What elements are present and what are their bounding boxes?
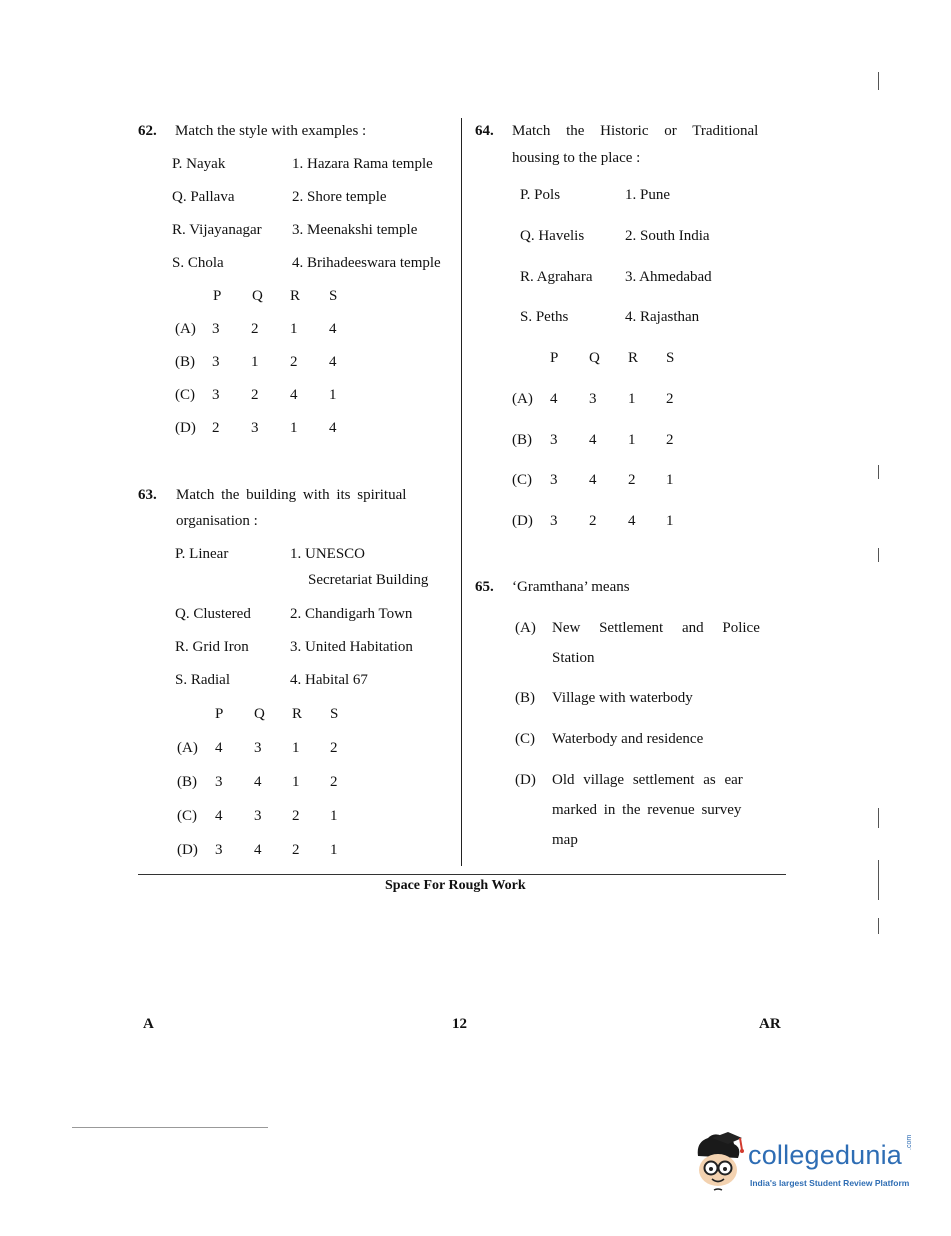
match-header: Q [252,288,263,304]
rough-work-label: Space For Rough Work [385,878,526,893]
list-item-right: 2. Shore temple [292,189,387,205]
option-value: 3 [251,420,259,436]
option-label: (B) [175,354,195,370]
list-item-right: 1. Pune [625,187,670,203]
option-text: Old village settlement as ear [552,772,743,788]
scan-edge-mark [878,808,879,828]
question-stem: organisation : [176,513,258,529]
scan-edge-mark [878,72,879,90]
option-value: 3 [254,808,262,824]
option-text: Station [552,650,595,666]
match-header: R [290,288,301,304]
match-header: R [292,706,303,722]
question-number: 63. [138,487,157,503]
list-item-left: S. Peths [520,309,569,325]
option-value: 2 [290,354,298,370]
option-text: Waterbody and residence [552,731,704,747]
option-text: Village with waterbody [552,690,693,706]
list-item-left: Q. Clustered [175,606,251,622]
scan-edge-mark [878,860,879,900]
option-value: 2 [589,513,597,529]
option-value: 3 [550,472,558,488]
question-number: 64. [475,123,494,139]
match-header: S [666,350,675,366]
rough-work-rule [138,874,786,875]
option-value: 4 [329,321,337,337]
logo-tagline: India's largest Student Review Platform [750,1178,910,1188]
option-value: 4 [628,513,636,529]
match-header: R [628,350,639,366]
question-number: 62. [138,123,157,139]
option-value: 4 [550,391,558,407]
collegedunia-logo[interactable] [692,1130,922,1200]
option-value: 1 [251,354,259,370]
scan-edge-mark [878,465,879,479]
list-item-left: R. Agrahara [520,269,593,285]
option-value: 1 [628,432,636,448]
list-item-left: P. Nayak [172,156,226,172]
paper-code-left: A [143,1016,154,1032]
option-value: 1 [292,774,300,790]
option-value: 2 [292,808,300,824]
option-value: 1 [292,740,300,756]
option-value: 4 [589,472,597,488]
question-stem: Match the Historic or Traditional [512,123,759,139]
paper-code-right: AR [759,1016,781,1032]
option-value: 3 [212,354,220,370]
list-item-left: R. Vijayanagar [172,222,262,238]
option-value: 4 [254,774,262,790]
option-value: 2 [330,774,338,790]
option-label: (A) [515,620,536,636]
question-stem: Match the style with examples : [175,123,367,139]
option-label: (B) [177,774,197,790]
option-value: 1 [628,391,636,407]
option-text: map [552,832,578,848]
list-item-right: 4. Habital 67 [290,672,368,688]
option-label: (A) [512,391,533,407]
option-label: (D) [177,842,198,858]
list-item-left: Q. Pallava [172,189,235,205]
option-value: 2 [330,740,338,756]
list-item-left: P. Pols [520,187,561,203]
question-stem: housing to the place : [512,150,641,166]
column-divider [461,118,462,866]
list-item-right: 2. South India [625,228,710,244]
list-item-right: Secretariat Building [308,572,429,588]
option-value: 2 [628,472,636,488]
list-item-right: 3. United Habitation [290,639,413,655]
option-value: 2 [212,420,220,436]
option-value: 4 [254,842,262,858]
option-label: (D) [515,772,536,788]
match-header: P [213,288,222,304]
option-value: 3 [550,432,558,448]
match-header: P [215,706,224,722]
option-value: 1 [290,321,298,337]
option-value: 2 [292,842,300,858]
match-header: S [330,706,339,722]
option-value: 1 [666,513,674,529]
option-value: 2 [251,387,259,403]
option-value: 1 [666,472,674,488]
option-value: 4 [329,420,337,436]
option-text: New Settlement and Police [552,620,760,636]
page-number: 12 [452,1016,467,1032]
option-value: 4 [589,432,597,448]
option-label: (B) [515,690,535,706]
list-item-right: 3. Ahmedabad [625,269,712,285]
scan-edge-mark [878,918,879,934]
option-value: 1 [330,808,338,824]
option-value: 3 [589,391,597,407]
option-label: (C) [515,731,535,747]
match-header: Q [589,350,600,366]
match-header: S [329,288,338,304]
option-label: (C) [175,387,195,403]
list-item-right: 4. Rajasthan [625,309,700,325]
option-value: 1 [329,387,337,403]
option-value: 3 [212,321,220,337]
mascot-icon [692,1130,748,1200]
option-value: 4 [290,387,298,403]
question-stem: Match the building with its spiritual [176,487,407,503]
match-header: Q [254,706,265,722]
logo-wordmark: collegedunia [748,1140,903,1170]
option-label: (C) [512,472,532,488]
option-text: marked in the revenue survey [552,802,742,818]
list-item-left: R. Grid Iron [175,639,249,655]
option-value: 4 [215,740,223,756]
option-value: 3 [550,513,558,529]
list-item-right: 2. Chandigarh Town [290,606,413,622]
list-item-right: 3. Meenakshi temple [292,222,418,238]
question-number: 65. [475,579,494,595]
option-value: 3 [254,740,262,756]
option-label: (A) [175,321,196,337]
option-value: 3 [215,842,223,858]
list-item-right: 4. Brihadeeswara temple [292,255,441,271]
list-item-left: S. Chola [172,255,224,271]
option-label: (C) [177,808,197,824]
list-item-right: 1. UNESCO [290,546,366,562]
option-value: 2 [666,391,674,407]
list-item-left: Q. Havelis [520,228,585,244]
list-item-right: 1. Hazara Rama temple [292,156,433,172]
match-header: P [550,350,559,366]
list-item-left: S. Radial [175,672,230,688]
list-item-left: P. Linear [175,546,229,562]
option-value: 2 [251,321,259,337]
option-label: (B) [512,432,532,448]
faint-rule [72,1127,268,1128]
option-value: 3 [215,774,223,790]
option-label: (D) [175,420,196,436]
option-value: 2 [666,432,674,448]
option-value: 1 [290,420,298,436]
logo-suffix: .com [906,1134,913,1150]
option-label: (A) [177,740,198,756]
option-value: 3 [212,387,220,403]
option-value: 1 [330,842,338,858]
option-value: 4 [215,808,223,824]
option-label: (D) [512,513,533,529]
option-value: 4 [329,354,337,370]
question-stem: ‘Gramthana’ means [512,579,630,595]
scan-edge-mark [878,548,879,562]
